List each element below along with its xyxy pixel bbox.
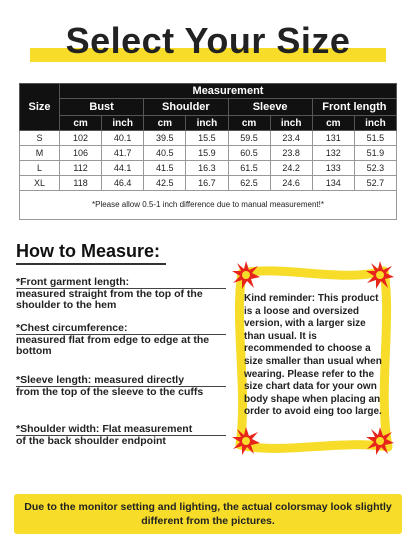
table-cell: 118: [60, 176, 102, 191]
table-row: [20, 161, 397, 176]
table-cell: 40.5: [144, 146, 186, 161]
table-cell: 102: [60, 131, 102, 146]
table-cell: 52.3: [354, 161, 396, 176]
table-cell: 23.4: [270, 131, 312, 146]
table-row: [20, 176, 397, 191]
table-cell: 106: [60, 146, 102, 161]
table-cell: 16.3: [186, 161, 228, 176]
instruction-title: *Chest circumference:: [16, 322, 128, 334]
table-cell: 16.7: [186, 176, 228, 191]
table-cell: 131: [312, 131, 354, 146]
instruction-chest: [16, 323, 226, 357]
group-header-front-length: Front length: [312, 99, 396, 116]
group-header-shoulder: Shoulder: [144, 99, 228, 116]
table-cell: 61.5: [228, 161, 270, 176]
table-cell: 112: [60, 161, 102, 176]
unit-header: inch: [186, 116, 228, 131]
instruction-description: measured straight from the top of the shoulder to the hem: [16, 288, 226, 311]
color-disclaimer-banner: [14, 494, 402, 534]
instruction-description: measured flat from edge to edge at the bottom: [16, 334, 226, 357]
table-cell: 15.9: [186, 146, 228, 161]
size-label: XL: [20, 176, 60, 191]
table-cell: 62.5: [228, 176, 270, 191]
instruction-description: from the top of the sleeve to the cuffs: [16, 386, 226, 398]
table-cell: 41.5: [144, 161, 186, 176]
instruction-title: *Front garment length:: [16, 276, 130, 288]
table-cell: 44.1: [102, 161, 144, 176]
how-to-measure-heading: How to Measure:: [16, 241, 161, 261]
table-cell: 23.8: [270, 146, 312, 161]
table-row: [20, 146, 397, 161]
table-cell: 46.4: [102, 176, 144, 191]
table-cell: 52.7: [354, 176, 396, 191]
table-cell: 15.5: [186, 131, 228, 146]
unit-header: cm: [312, 116, 354, 131]
measurement-header: Measurement: [60, 84, 397, 99]
page-title: Select Your Size: [65, 20, 351, 61]
group-header-sleeve: Sleeve: [228, 99, 312, 116]
unit-header: cm: [228, 116, 270, 131]
table-cell: 39.5: [144, 131, 186, 146]
table-cell: 24.2: [270, 161, 312, 176]
table-cell: 60.5: [228, 146, 270, 161]
table-cell: 134: [312, 176, 354, 191]
size-chart-table: [19, 83, 397, 220]
table-note: *Please allow 0.5-1 inch difference due to manual measurement!*: [20, 191, 397, 220]
instruction-front-length: [16, 277, 226, 311]
title-banner: [0, 10, 416, 70]
table-cell: 133: [312, 161, 354, 176]
instruction-title: *Shoulder width: Flat measurement: [16, 423, 193, 435]
size-label: M: [20, 146, 60, 161]
size-label: S: [20, 131, 60, 146]
instruction-title: *Sleeve length: measured directly: [16, 374, 185, 386]
instruction-shoulder: [16, 424, 226, 447]
size-label: L: [20, 161, 60, 176]
heading-underline: [16, 263, 166, 265]
table-row: [20, 131, 397, 146]
group-header-bust: Bust: [60, 99, 144, 116]
table-cell: 41.7: [102, 146, 144, 161]
size-header: Size: [20, 84, 60, 131]
instruction-description: of the back shoulder endpoint: [16, 435, 226, 447]
table-cell: 51.9: [354, 146, 396, 161]
unit-header: inch: [354, 116, 396, 131]
unit-header: cm: [60, 116, 102, 131]
table-cell: 51.5: [354, 131, 396, 146]
disclaimer-text: Due to the monitor setting and lighting, the actual colorsmay look slightly different from the pictures.: [24, 501, 392, 527]
kind-reminder-box: [232, 261, 394, 457]
instruction-sleeve: [16, 375, 226, 398]
reminder-text: Kind reminder: This product is a loose and oversized version, with a larger size than usual. It is recommended to choose a size smaller than usual when wearing. Please refer to the size chart data for your own body shape when placing an order to avoid eing too large.: [244, 293, 382, 418]
unit-header: inch: [102, 116, 144, 131]
unit-header: inch: [270, 116, 312, 131]
table-cell: 42.5: [144, 176, 186, 191]
table-cell: 59.5: [228, 131, 270, 146]
table-cell: 132: [312, 146, 354, 161]
table-cell: 40.1: [102, 131, 144, 146]
table-cell: 24.6: [270, 176, 312, 191]
unit-header: cm: [144, 116, 186, 131]
